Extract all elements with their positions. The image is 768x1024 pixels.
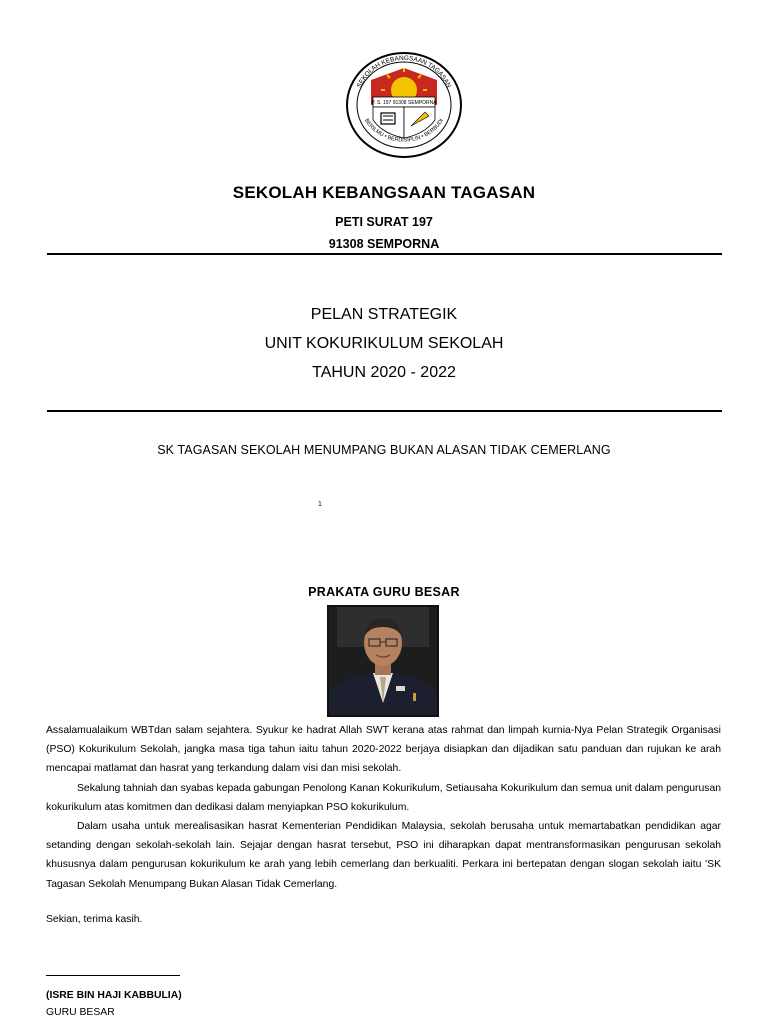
prakata-body — [46, 721, 721, 894]
plan-title-line-2: UNIT KOKURIKULUM SEKOLAH — [264, 335, 504, 352]
prakata-heading: PRAKATA GURU BESAR — [308, 585, 460, 599]
header-divider — [47, 253, 722, 255]
signatory-title: GURU BESAR — [46, 1007, 115, 1018]
signature-line — [46, 975, 180, 976]
logo-ring-text-bottom: BERILMU • BERDISIPLIN • BERBUDI — [363, 117, 445, 144]
logo-banner-text: P. S. 197 91308 SEMPORNA — [371, 100, 437, 106]
plan-title-line-1: PELAN STRATEGIK — [310, 306, 458, 323]
prakata-paragraph-2: Sekalung tahniah dan syabas kepada gabungan Penolong Kanan Kokurikulum, Setiausaha Kokurikulum dan semua unit dalam pengurusan kokurikulum atas komitmen dan dedikasi dalam menyiapkan PSO kokurikulum. — [46, 782, 721, 813]
prakata-paragraph-1: Assalamualaikum WBTdan salam sejahtera. Syukur ke hadrat Allah SWT kerana atas rahmat dan limpah kurnia-Nya Pelan Strategik Organisasi (PSO) Kokurikulum Sekolah, jangka masa tiga tahun iaitu tahun 2020-2022 berjaya disiapkan dan dijadikan satu panduan dan rujukan ke arah mencapai matlamat dan hasrat yang terkandung dalam visi dan misi sekolah. — [46, 725, 721, 775]
headmaster-photo — [327, 605, 439, 717]
logo-ring-text-top: SEKOLAH KEBANGSAAN TAGASAN — [355, 54, 453, 90]
prakata-paragraph-3: Dalam usaha untuk merealisasikan hasrat Kementerian Pendidikan Malaysia, sekolah berusaha untuk memartabatkan pendidikan agar setanding dengan sekolah-sekolah lain. Sejajar dengan hasrat tersebut, PSO ini diharapkan dapat mentransformasikan pengurusan sekolah khususnya dalam pengurusan kokurikulum ke arah yang lebih cemerlang dan berkualiti. Perkara ini bertepatan dengan slogan sekolah iaitu 'SK Tagasan Sekolah Menumpang Bukan Alasan Tidak Cemerlang. — [46, 821, 721, 890]
address-line-2: 91308 SEMPORNA — [328, 237, 440, 251]
title-divider — [47, 410, 722, 412]
page-number: 1 — [318, 501, 322, 508]
school-crest-logo — [343, 50, 465, 160]
school-name: SEKOLAH KEBANGSAAN TAGASAN — [232, 183, 536, 202]
plan-title-line-3: TAHUN 2020 - 2022 — [312, 364, 456, 381]
signatory-name: (ISRE BIN HAJI KABBULIA) — [46, 990, 182, 1001]
address-line-1: PETI SURAT 197 — [335, 215, 433, 229]
school-slogan: SK TAGASAN SEKOLAH MENUMPANG BUKAN ALASAN TIDAK CEMERLANG — [157, 443, 611, 457]
prakata-closing: Sekian, terima kasih. — [46, 914, 143, 925]
